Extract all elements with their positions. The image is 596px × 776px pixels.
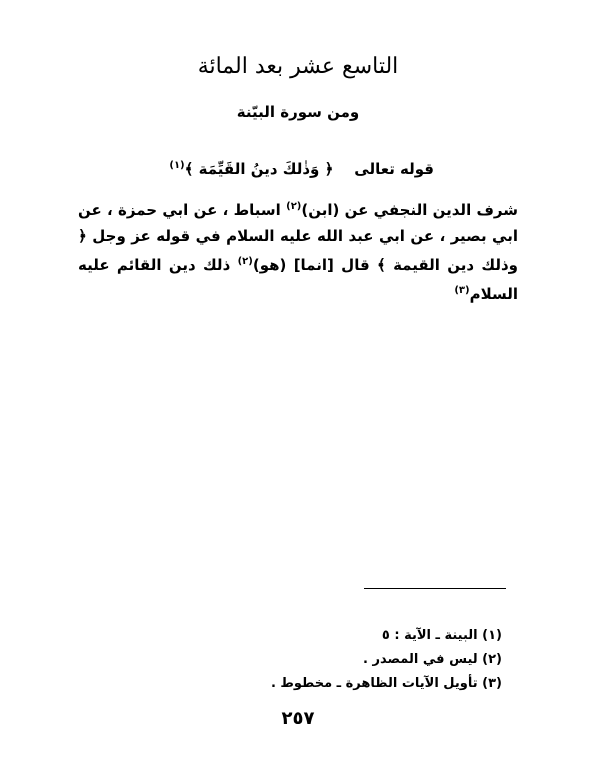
footnote-3: (٣) تأويل الآيات الظاهرة ـ مخطوط .	[270, 676, 502, 691]
footnote-ref-3: (٣)	[454, 285, 470, 296]
verse-quote: ﴿ وَذٰلكَ دينُ القَيِّمَة ﴾	[184, 160, 334, 178]
footnote-ref-1: (١)	[169, 160, 185, 171]
section-title: ومن سورة البيّنة	[236, 103, 360, 121]
footnote-ref-2b: (٢)	[237, 256, 253, 267]
chapter-title: التاسع عشر بعد المائة	[197, 54, 399, 79]
footnote-2: (٢) ليس في المصدر .	[363, 652, 502, 667]
verse-intro: قوله تعالى	[354, 160, 434, 178]
footnote-divider	[364, 588, 506, 589]
narration-part-3: ذلك دين القائم عليه السلام	[78, 256, 518, 303]
page-number: ٢٥٧	[281, 708, 315, 729]
verse-line	[40, 160, 434, 178]
footnote-ref-2: (٢)	[286, 201, 302, 212]
footnotes	[40, 624, 502, 696]
footnote-1: (١) البينة ـ الآية : ٥	[381, 628, 502, 643]
narration-part-1: شرف الدين النجفي عن (ابن)	[301, 201, 518, 219]
narration-paragraph	[78, 194, 518, 307]
narration-part-2: اسباط ، عن ابي حمزة ، عن ابي بصير ، عن ابي عبد الله عليه السلام في قوله عز وجل ﴿ وذلك دين القيمة ﴾ قال [انما] (هو)	[78, 201, 519, 274]
